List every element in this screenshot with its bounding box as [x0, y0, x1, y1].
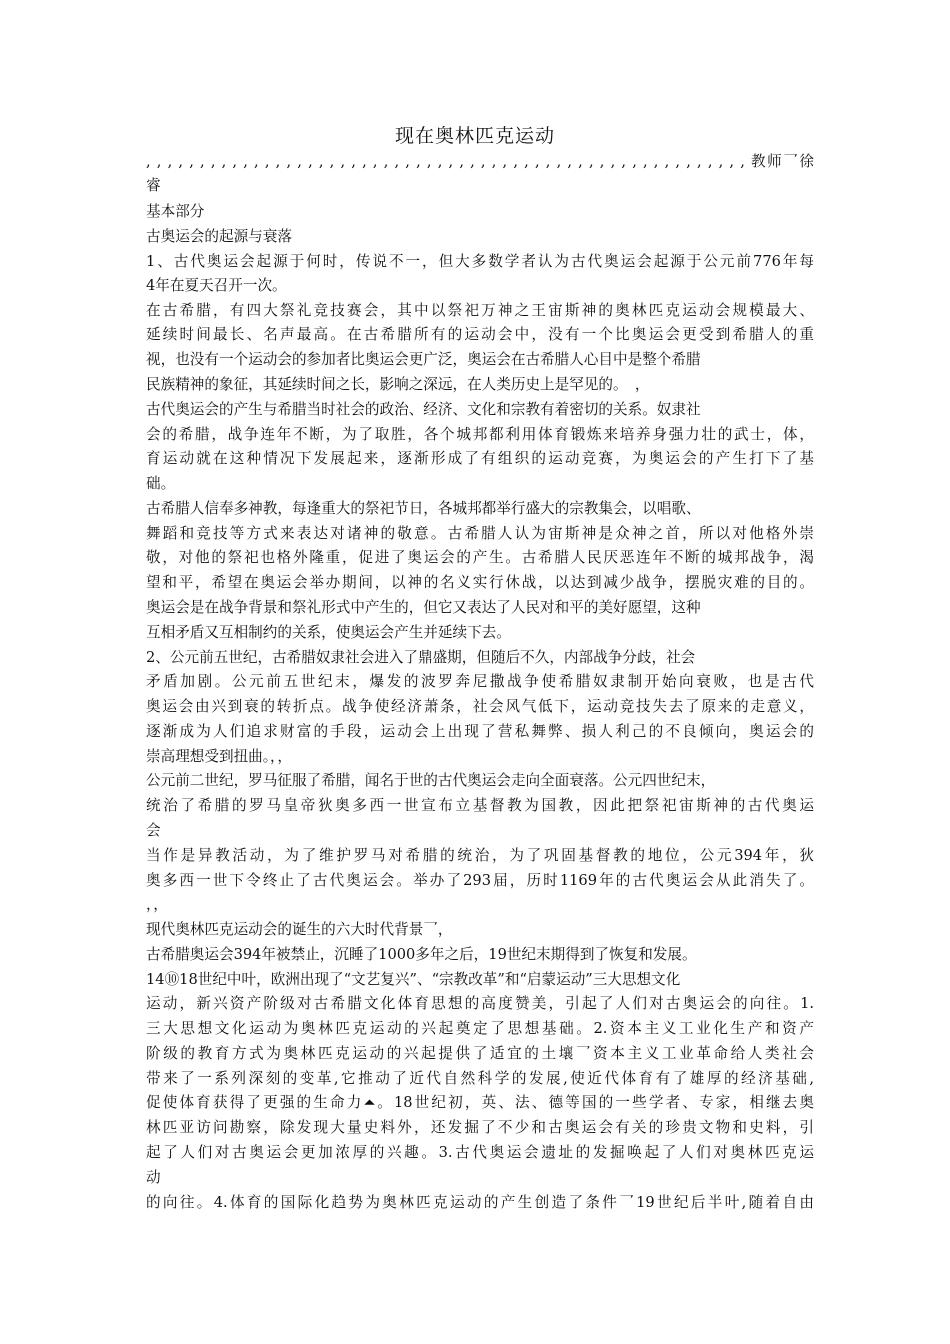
paragraph-line: 公元前二世纪，罗马征服了希腊，闻名于世的古代奥运会走向全面衰落。公元四世纪末， [146, 772, 716, 789]
paragraph-line: 础。 [146, 475, 176, 492]
paragraph-line: 会的希腊，战争连年不断，为了取胜，各个城邦都利用体育锻炼来培养身强力壮的武士，体， [146, 426, 814, 443]
paragraph-line: 在古希腊，有四大祭礼竞技赛会，其中以祭祀万神之王宙斯神的奥林匹克运动会规模最大、 [146, 302, 814, 319]
paragraph-line: 古希腊人信奉多神教，每逢重大的祭祀节日，各城邦都举行盛大的宗教集会，以唱歌、 [146, 500, 701, 517]
paragraph-line: 逐渐成为人们追求财富的手段，运动会上出现了营私舞弊、损人利己的不良倾向，奥运会的 [146, 723, 814, 740]
paragraph-line: 古代奥运会的产生与希腊当时社会的政治、经济、文化和宗教有着密切的关系。奴隶社 [146, 401, 701, 418]
paragraph-line: 当作是异教活动，为了维护罗马对希腊的统治，为了巩固基督教的地位，公元394年，狄 [146, 847, 814, 864]
paragraph-line: 民族精神的象征，其延续时间之长，影响之深远，在人类历史上是罕见的。 ， [146, 376, 650, 393]
author-line-continued: 睿 [146, 177, 161, 194]
paragraph-line: 矛盾加剧。公元前五世纪末，爆发的波罗奔尼撒战争使希腊奴隶制开始向衰败，也是古代 [146, 673, 814, 690]
paragraph-line: 阶级的教育方式为奥林匹克运动的兴起提供了适宜的土壤乛资本主义工业革命给人类社会 [146, 1045, 814, 1062]
paragraph-line: 运动，新兴资产阶级对古希腊文化体育思想的高度赞美，引起了人们对古奥运会的向往。1. [146, 995, 814, 1012]
paragraph-line: 奥运会由兴到衰的转折点。战争使经济萧条，社会风气低下，运动竞技失去了原来的走意义， [146, 698, 814, 715]
paragraph-line: 林匹亚访问勘察，除发现大量史料外，还发掘了不少和古奥运会有关的珍贵文物和史料，引 [146, 1119, 814, 1136]
paragraph-line: 2、公元前五世纪，古希腊奴隶社会进入了鼎盛期，但随后不久，内部战争分歧，社会 [146, 649, 696, 666]
paragraph-line: 带来了一系列深刻的变革,它推动了近代自然科学的发展,使近代体育有了雄厚的经济基础, [146, 1070, 814, 1087]
paragraph-line: 敬，对他的祭祀也格外隆重，促进了奥运会的产生。古希腊人民厌恶连年不断的城邦战争，渴 [146, 549, 814, 566]
paragraph-line: 起了人们对古奥运会更加浓厚的兴趣。3.古代奥运会遗址的发掘唤起了人们对奥林匹克运 [146, 1144, 814, 1161]
paragraph-line: 4年在夏天召开一次。 [146, 277, 287, 294]
paragraph-line: ，， [146, 896, 168, 913]
paragraph-line: 统治了希腊的罗马皇帝狄奥多西一世宣布立基督教为国教，因此把祭祀宙斯神的古代奥运 [146, 797, 814, 814]
paragraph-line: 奥多西一世下令终止了古代奥运会。举办了293届，历时1169年的古代奥运会从此消失了。 [146, 872, 814, 889]
paragraph-line: 舞蹈和竞技等方式来表达对诸神的敬意。古希腊人认为宙斯神是众神之首，所以对他格外崇 [146, 525, 814, 542]
paragraph-line: 视，也没有一个运动会的参加者比奥运会更广泛，奥运会在古希腊人心目中是整个希腊 [146, 351, 701, 368]
paragraph-line: 会 [146, 822, 161, 839]
paragraph-line: 动 [146, 1169, 161, 1186]
author-line: , , , , , , , , , , , , , , , , , , , , , , , , , , , , , , , , , , , , , , , , , , , , , , , , , , , , , , , , 教师乛徐 [146, 153, 814, 170]
section-heading: 基本部分 [146, 203, 205, 220]
paragraph-line: 的向往。4.体育的国际化趋势为奥林匹克运动的产生创造了条件乛19世纪后半叶,随着自由 [146, 1194, 814, 1211]
paragraph-line: 1、古代奥运会起源于何时，传说不一，但大多数学者认为古代奥运会起源于公元前776年每 [146, 253, 814, 270]
paragraph-line: 14⑩18世纪中叶，欧洲出现了“文艺复兴”、“宗教改革”和“启蒙运动”三大思想文化 [146, 971, 681, 988]
paragraph-line: 三大思想文化运动为奥林匹克运动的兴起奠定了思想基础。2.资本主义工业化生产和资产 [146, 1020, 814, 1037]
subsection-heading: 古奥运会的起源与衰落 [146, 228, 292, 245]
paragraph-line: 延续时间最长、名声最高。在古希腊所有的运动会中，没有一个比奥运会更受到希腊人的重 [146, 326, 814, 343]
paragraph-line: 古希腊奥运会394年被禁止，沉睡了1000多年之后，19世纪末期得到了恢复和发展。 [146, 946, 697, 963]
paragraph-line: 育运动就在这种情况下发展起来，逐渐形成了有组织的运动竞赛，为奥运会的产生打下了基 [146, 450, 814, 467]
paragraph-line: 奥运会是在战争背景和祭礼形式中产生的，但它又表达了人民对和平的美好愿望，这种 [146, 599, 701, 616]
section-heading: 现代奥林匹克运动会的诞生的六大时代背景乛， [146, 921, 453, 938]
paragraph-line: 互相矛盾又互相制约的关系，使奥运会产生并延续下去。 [146, 624, 511, 641]
paragraph-line: 促使体育获得了更强的生命力⏶。18世纪初，英、法、德等国的一些学者、专家，相继去奥 [146, 1094, 814, 1111]
paragraph-line: 崇高理想受到扭曲。，， [146, 748, 292, 765]
document-title: 现在奥林匹克运动 [394, 125, 555, 147]
paragraph-line: 望和平，希望在奥运会举办期间，以神的名义实行休战，以达到减少战争，摆脱灾难的目的。 [146, 574, 814, 591]
